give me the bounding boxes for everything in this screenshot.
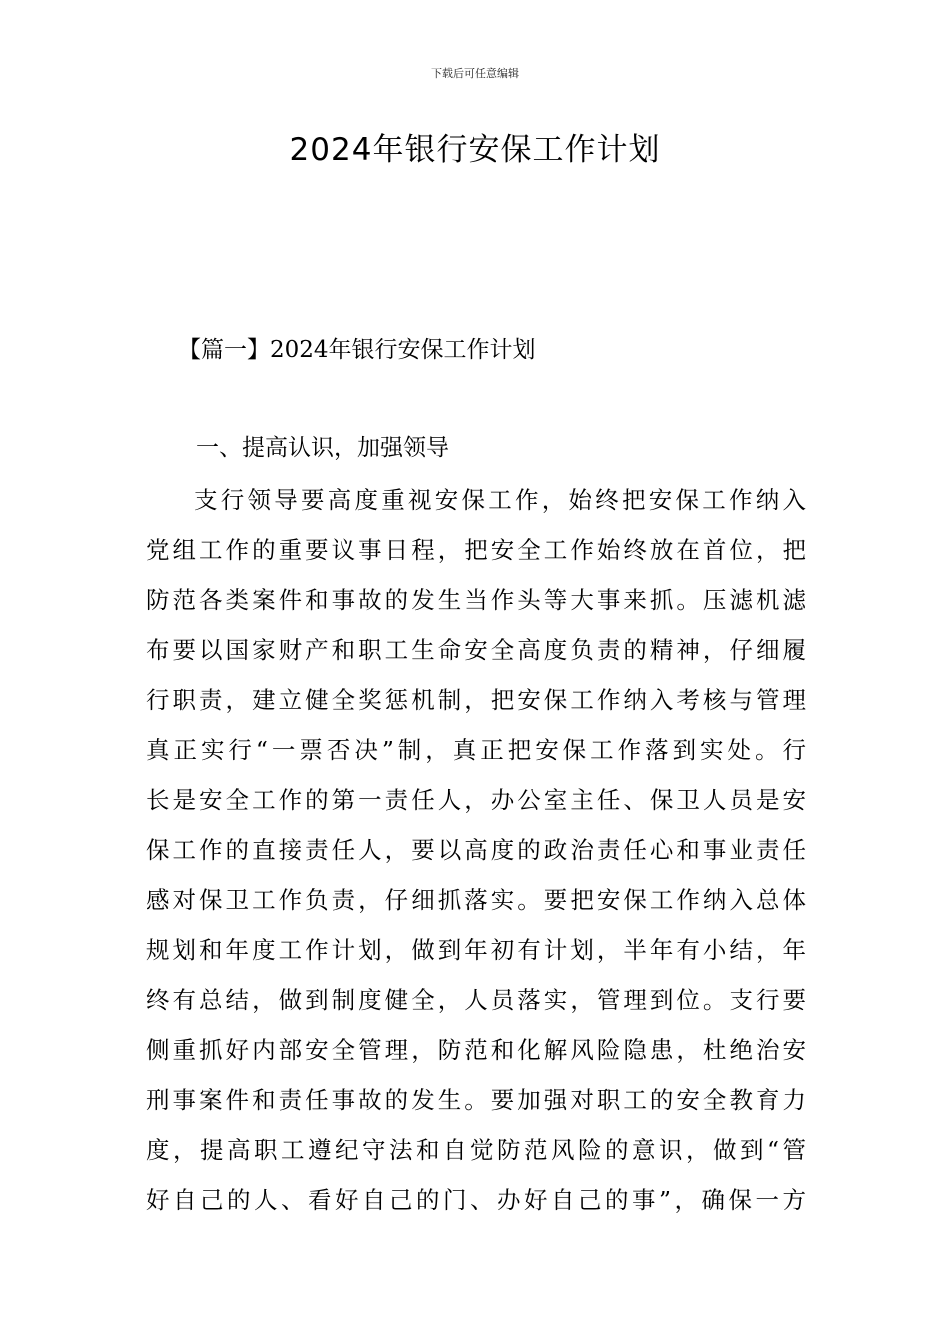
paragraph-line: 支行领导要高度重视安保工作，始终把安保工作纳入 [194,486,806,514]
body-paragraph [146,475,806,1225]
paragraph-line: 终有总结，做到制度健全，人员落实，管理到位。支行要 [146,986,806,1014]
paragraph-line: 感对保卫工作负责，仔细抓落实。要把安保工作纳入总体 [146,886,806,914]
section-title: 【篇一】2024年银行安保工作计划 [178,337,536,363]
paragraph-line: 防范各类案件和事故的发生当作头等大事来抓。压滤机滤 [146,586,806,614]
paragraph-line: 好自己的人、看好自己的门、办好自己的事”，确保一方 [146,1186,806,1214]
paragraph-line: 布要以国家财产和职工生命安全高度负责的精神，仔细履 [146,636,806,664]
paragraph-line: 长是安全工作的第一责任人，办公室主任、保卫人员是安 [146,786,806,814]
document-title: 2024年银行安保工作计划 [289,132,661,168]
paragraph-line: 度，提高职工遵纪守法和自觉防范风险的意识，做到“管 [146,1136,806,1164]
paragraph-line: 规划和年度工作计划，做到年初有计划，半年有小结，年 [146,936,806,964]
paragraph-line: 刑事案件和责任事故的发生。要加强对职工的安全教育力 [146,1086,806,1114]
paragraph-line: 行职责，建立健全奖惩机制，把安保工作纳入考核与管理 [146,686,806,714]
header-note: 下载后可任意编辑 [431,67,519,80]
paragraph-line: 真正实行“一票否决”制，真正把安保工作落到实处。行 [146,736,806,764]
paragraph-line: 侧重抓好内部安全管理，防范和化解风险隐患，杜绝治安 [146,1036,806,1064]
subheading: 一、提高认识，加强领导 [196,435,449,461]
paragraph-line: 保工作的直接责任人，要以高度的政治责任心和事业责任 [146,836,806,864]
paragraph-line: 党组工作的重要议事日程，把安全工作始终放在首位，把 [146,536,806,564]
